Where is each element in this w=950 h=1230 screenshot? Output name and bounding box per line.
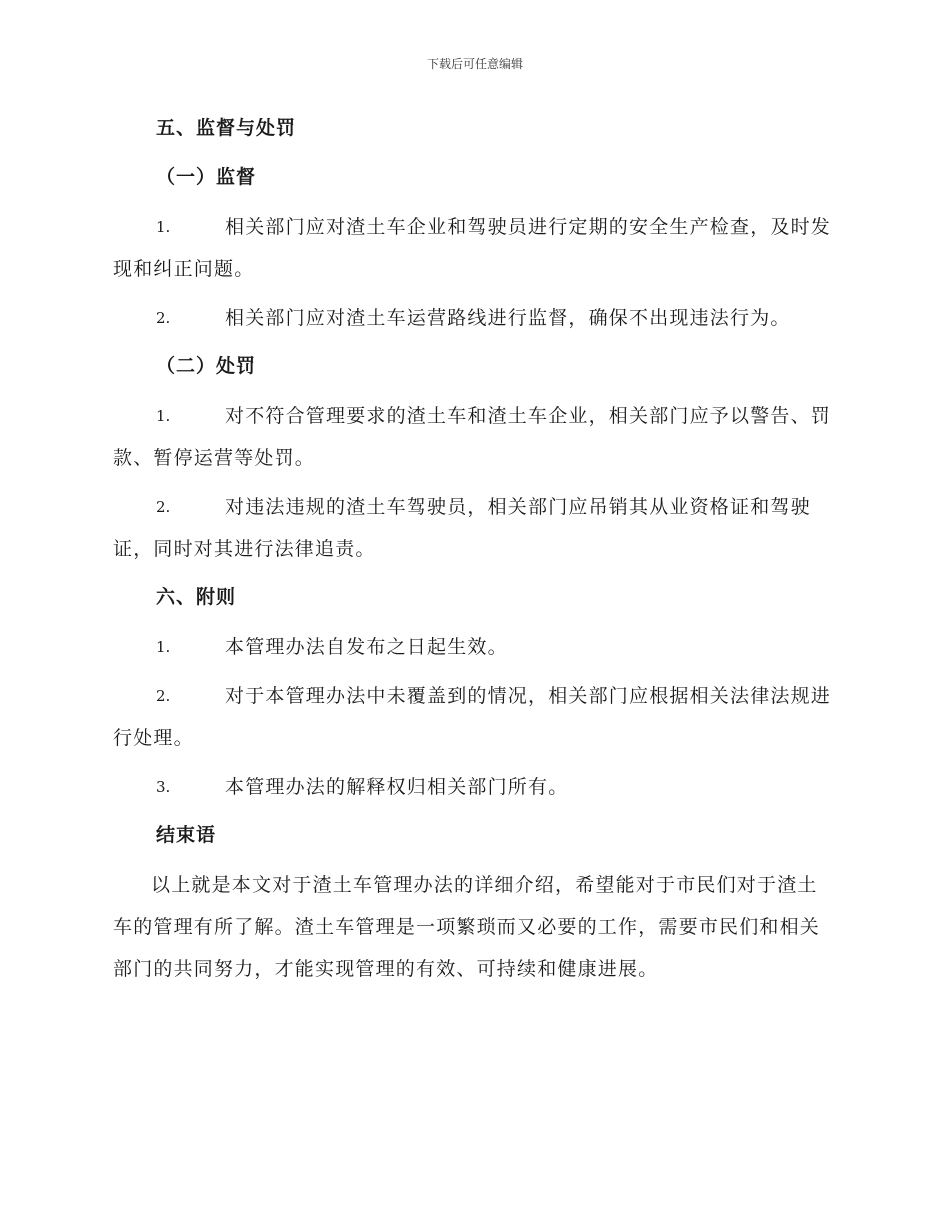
item-text: 对违法违规的渣土车驾驶员，相关部门应吊销其从业资格证和驾驶证，同时对其进行法律追责。 (113, 496, 811, 560)
section-title-conclusion: 结束语 (156, 824, 217, 846)
item-text: 对于本管理办法中未覆盖到的情况，相关部门应根据相关法律法规进行处理。 (113, 685, 832, 749)
list-item (113, 486, 835, 570)
item-number: 2. (156, 498, 171, 516)
conclusion-paragraph: 以上就是本文对于渣土车管理办法的详细介绍，希望能对于市民们对于渣土车的管理有所了解。渣土车管理是一项繁琐而又必要的工作，需要市民们和相关部门的共同努力，才能实现管理的有效、可持续和健康进展。 (113, 874, 821, 980)
subsection-title-penalty: （二）处罚 (156, 355, 257, 377)
item-text: 本管理办法的解释权归相关部门所有。 (225, 776, 569, 798)
item-number: 1. (156, 218, 171, 236)
subsection-title-supervision: （一）监督 (156, 166, 257, 188)
list-item (113, 675, 835, 759)
item-number: 2. (156, 687, 171, 705)
list-item (113, 206, 835, 290)
item-text: 对不符合管理要求的渣土车和渣土车企业，相关部门应予以警告、罚款、暂停运营等处罚。 (113, 405, 832, 469)
list-item (113, 395, 835, 479)
item-text: 相关部门应对渣土车企业和驾驶员进行定期的安全生产检查，及时发现和纠正问题。 (113, 216, 832, 280)
list-item (113, 297, 835, 339)
document-body (113, 108, 835, 990)
item-text: 相关部门应对渣土车运营路线进行监督，确保不出现违法行为。 (225, 307, 791, 329)
item-text: 本管理办法自发布之日起生效。 (225, 636, 508, 658)
item-number: 3. (156, 778, 171, 796)
page-header: 下载后可任意编辑 (426, 57, 523, 71)
section-title-supplementary: 六、附则 (156, 586, 237, 608)
item-number: 1. (156, 407, 171, 425)
list-item (113, 766, 835, 808)
section-title-supervision-penalty: 五、监督与处罚 (156, 117, 297, 139)
list-item (113, 626, 835, 668)
item-number: 2. (156, 309, 171, 327)
item-number: 1. (156, 638, 171, 656)
